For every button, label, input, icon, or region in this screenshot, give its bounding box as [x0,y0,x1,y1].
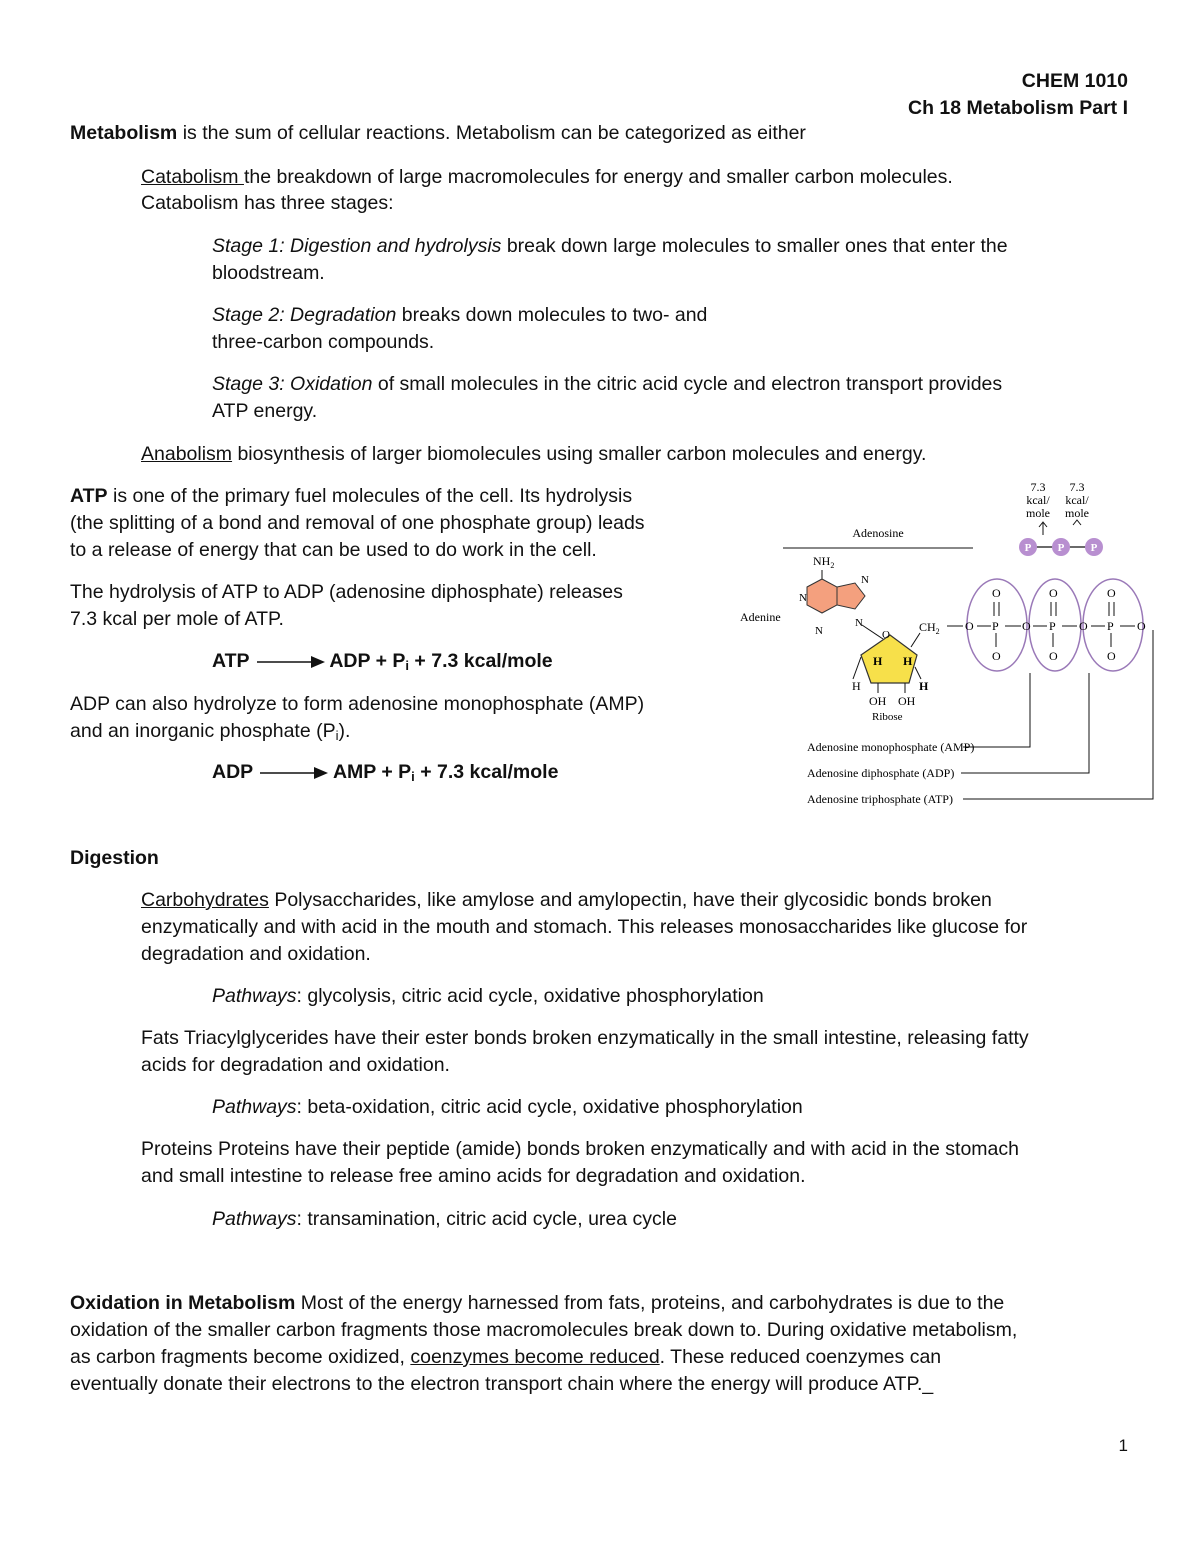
chapter-title: Ch 18 Metabolism Part I [908,97,1128,119]
carbohydrates-line-2: enzymatically and with acid in the mouth and stomach. This releases monosaccharides like glucose for [141,916,1028,938]
oxidation-line-2: oxidation of the smaller carbon fragments those macromolecules break down to. During oxidative metabolism, [70,1319,1018,1341]
equation-atp-to-adp: ATP ADP + $P_i + 7.3$ kcal/mole [212,650,553,673]
svg-text:O: O [1079,619,1088,633]
proteins-pathways: Pathways: transamination, citric acid cycle, urea cycle [212,1208,677,1230]
energy-label-2: 7.3 [1069,480,1085,494]
atp-line-1: ATP is one of the primary fuel molecules of the cell. Its hydrolysis [70,485,633,507]
svg-text:mole: mole [1026,506,1050,520]
svg-text:O: O [882,629,890,641]
svg-text:mole: mole [1065,506,1089,520]
svg-text:H: H [903,654,913,668]
phosphate-groups [947,579,1146,671]
svg-text:P: P [1090,542,1098,554]
svg-text:N: N [815,625,823,637]
proteins-line-2: and small intestine to release free amino acids for degradation and oxidation. [141,1165,806,1187]
svg-text:O: O [1137,619,1146,633]
adenosine-label: Adenosine [852,526,904,540]
stage3-line-2: ATP energy. [212,400,318,422]
ribose-label: Ribose [872,711,903,723]
amp-label: Adenosine monophosphate (AMP) [807,740,975,754]
svg-text:O: O [992,649,1001,663]
svg-text:O: O [1107,649,1116,663]
atp-structure-diagram [735,475,1165,810]
carbohydrates-pathways: Pathways: glycolysis, citric acid cycle, oxidative phosphorylation [212,985,764,1007]
metabolism-term: Metabolism [70,122,178,144]
svg-text:O: O [1049,649,1058,663]
anabolism-term: Anabolism [141,443,233,465]
carbohydrates-line-3: degradation and oxidation. [141,943,371,965]
atp-label: Adenosine triphosphate (ATP) [807,792,953,806]
svg-text:P: P [1107,619,1114,633]
svg-text:H: H [919,679,929,693]
svg-text:P: P [1049,619,1056,633]
oxidation-heading: Oxidation in Metabolism [70,1292,296,1314]
proteins-line-1: Proteins Proteins have their peptide (amide) bonds broken enzymatically and with acid in the stomach [141,1138,1019,1160]
svg-text:N: N [861,574,869,586]
svg-text:kcal/: kcal/ [1065,493,1089,507]
fats-line-2: acids for degradation and oxidation. [141,1054,450,1076]
fats-pathways: Pathways: beta-oxidation, citric acid cycle, oxidative phosphorylation [212,1096,803,1118]
svg-text:O: O [965,619,974,633]
oxidation-line-4: eventually donate their electrons to the electron transport chain where the energy will produce ATP._ [70,1373,934,1395]
equation-adp-to-amp: ADP AMP + $P_i + 7.3$ kcal/mole [212,761,559,784]
digestion-heading: Digestion [70,847,159,869]
atp-line-3: to a release of energy that can be used to do work in the cell. [70,539,597,561]
adenine-ring-icon [807,579,865,613]
adp-label: Adenosine diphosphate (ADP) [807,766,955,780]
stage2-line-1: Stage 2: Degradation breaks down molecules to two- and [212,304,708,326]
adenine-label: Adenine [740,610,781,624]
svg-text:OH: OH [869,694,887,708]
svg-text:O: O [1107,586,1116,600]
svg-text:N: N [799,592,807,604]
oxidation-line-1: Oxidation in Metabolism Most of the energy harnessed from fats, proteins, and carbohydrates is due to the [70,1292,1005,1314]
nh2-label: $NH_2$ [813,554,835,570]
svg-text:kcal/: kcal/ [1026,493,1050,507]
stage2-line-2: three-carbon compounds. [212,331,435,353]
intro-paragraph: Metabolism is the sum of cellular reactions. Metabolism can be categorized as either [70,122,806,144]
anabolism-paragraph: Anabolism biosynthesis of larger biomolecules using smaller carbon molecules and energy. [141,443,927,465]
coenzymes-reduced: coenzymes become reduced [410,1346,660,1368]
catabolism-term: Catabolism [141,166,244,188]
svg-text:O: O [1022,619,1031,633]
fats-line-1: Fats Triacylglycerides have their ester bonds broken enzymatically in the small intestine, releasing fatty [141,1027,1029,1049]
hydrolysis-line-1: The hydrolysis of ATP to ADP (adenosine diphosphate) releases [70,581,623,603]
catabolism-line-1: Catabolism the breakdown of large macromolecules for energy and smaller carbon molecules. [141,166,953,188]
page-number: 1 [1118,1436,1128,1455]
stage1-line-1: Stage 1: Digestion and hydrolysis break down large molecules to smaller ones that enter the [212,235,1008,257]
adp-line-2: and an inorganic phosphate $(P_i)$. [70,720,351,743]
svg-text:OH: OH [898,694,916,708]
atp-line-2: (the splitting of a bond and removal of one phosphate group) leads [70,512,645,534]
svg-text:N: N [855,617,863,629]
svg-text:O: O [1049,586,1058,600]
catabolism-line-2: Catabolism has three stages: [141,192,394,214]
svg-text:P: P [992,619,999,633]
stage1-line-2: bloodstream. [212,262,325,284]
svg-text:H: H [852,679,861,693]
course-code: CHEM 1010 [1021,70,1128,92]
oxidation-line-3: as carbon fragments become oxidized, coenzymes become reduced. These reduced coenzymes can [70,1346,942,1368]
svg-text:P: P [1024,542,1032,554]
carbohydrates-term: Carbohydrates [141,889,269,911]
stage3-line-1: Stage 3: Oxidation of small molecules in the citric acid cycle and electron transport provides [212,373,1003,395]
atp-term: ATP [70,485,108,507]
adp-line-1: ADP can also hydrolyze to form adenosine monophosphate (AMP) [70,693,645,715]
stage2-title: Stage 2: Degradation [212,304,397,326]
energy-arrow-icon [1039,520,1081,535]
stage1-title: Stage 1: Digestion and hydrolysis [212,235,502,257]
ch2-label: $CH_2$ [919,620,940,636]
svg-text:P: P [1057,542,1065,554]
reaction-arrow-icon [258,766,328,780]
phosphate-chain-icon [1019,538,1103,556]
energy-label-1: 7.3 [1030,480,1046,494]
reaction-arrow-icon [255,655,325,669]
hydrolysis-line-2: 7.3 kcal per mole of ATP. [70,608,284,630]
carbohydrates-line-1: Carbohydrates Polysaccharides, like amylose and amylopectin, have their glycosidic bonds broken [141,889,992,911]
stage3-title: Stage 3: Oxidation [212,373,373,395]
svg-text:H: H [873,654,883,668]
svg-text:O: O [992,586,1001,600]
